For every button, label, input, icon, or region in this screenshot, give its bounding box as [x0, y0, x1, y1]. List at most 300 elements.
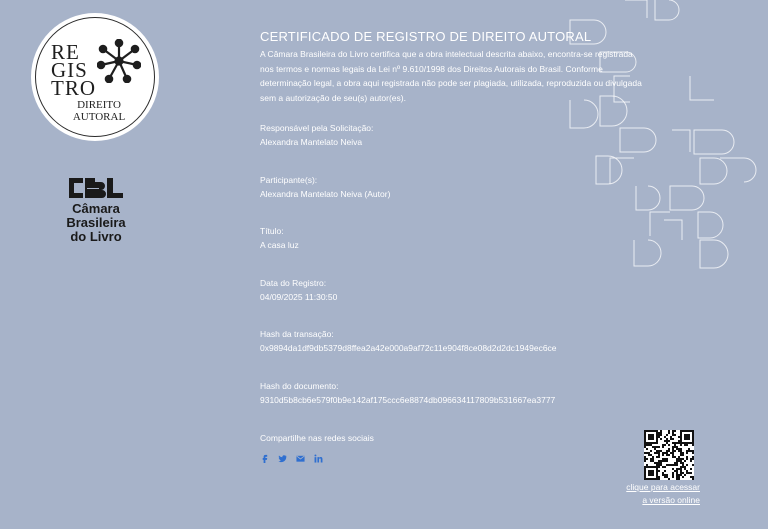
qr-module [668, 430, 670, 432]
qr-module [658, 434, 660, 436]
qr-module [670, 464, 672, 466]
qr-module [680, 436, 682, 438]
field-document-hash [260, 381, 680, 406]
field-requester-value: Alexandra Mantelato Neiva [260, 137, 363, 147]
qr-module [672, 456, 674, 458]
qr-module [644, 432, 646, 434]
qr-module [644, 458, 646, 460]
qr-module [672, 438, 674, 440]
qr-module [652, 474, 654, 476]
qr-module [654, 466, 656, 468]
qr-module [664, 452, 666, 454]
online-version-link[interactable] [600, 481, 700, 507]
qr-module [690, 458, 692, 460]
qr-module [650, 450, 652, 452]
qr-module [688, 438, 690, 440]
qr-module [662, 446, 664, 448]
qr-module [684, 434, 686, 436]
qr-module [664, 470, 666, 472]
qr-module [676, 474, 678, 476]
share-label: Compartilhe nas redes sociais [260, 433, 374, 443]
qr-module [686, 430, 688, 432]
qr-module [666, 476, 668, 478]
qr-module [692, 440, 694, 442]
qr-module [656, 446, 658, 448]
qr-module [648, 434, 650, 436]
qr-module [690, 430, 692, 432]
qr-module [646, 478, 648, 480]
field-transaction-hash [260, 329, 680, 354]
qr-module [658, 450, 660, 452]
qr-module [656, 442, 658, 444]
qr-module [682, 464, 684, 466]
qr-module [666, 434, 668, 436]
qr-module [662, 466, 664, 468]
qr-module [672, 468, 674, 470]
qr-module [648, 430, 650, 432]
qr-module [680, 462, 682, 464]
qr-module [644, 434, 646, 436]
qr-module [678, 442, 680, 444]
field-date-label: Data do Registro: [260, 278, 327, 288]
qr-module [658, 454, 660, 456]
field-participants-value: Alexandra Mantelato Neiva (Autor) [260, 189, 391, 199]
qr-module [678, 448, 680, 450]
qr-module [656, 438, 658, 440]
qr-module [658, 446, 660, 448]
qr-module [676, 446, 678, 448]
qr-module [656, 472, 658, 474]
online-version-link-line-2[interactable]: a versão online [642, 495, 700, 505]
field-participants-label: Participante(s): [260, 175, 318, 185]
cbl-logo [55, 176, 137, 246]
qr-module [656, 474, 658, 476]
qr-module [672, 430, 674, 432]
qr-module [650, 458, 652, 460]
qr-module [646, 452, 648, 454]
qr-module [690, 442, 692, 444]
qr-module [660, 434, 662, 436]
qr-module [644, 466, 646, 468]
qr-module [692, 476, 694, 478]
qr-module [672, 446, 674, 448]
qr-module [646, 466, 648, 468]
qr-module [686, 472, 688, 474]
qr-module [668, 432, 670, 434]
qr-module [660, 460, 662, 462]
field-requester [260, 123, 680, 148]
qr-module [656, 470, 658, 472]
qr-module [672, 448, 674, 450]
qr-module [690, 472, 692, 474]
qr-module [676, 472, 678, 474]
qr-module [692, 478, 694, 480]
facebook-icon[interactable] [260, 450, 269, 459]
qr-module [674, 444, 676, 446]
qr-module [680, 438, 682, 440]
qr-module [680, 454, 682, 456]
qr-module [666, 474, 668, 476]
qr-module [678, 468, 680, 470]
qr-code[interactable] [644, 430, 694, 480]
qr-module [684, 444, 686, 446]
qr-module [644, 438, 646, 440]
qr-module [662, 472, 664, 474]
qr-module [658, 466, 660, 468]
qr-module [680, 472, 682, 474]
qr-module [684, 436, 686, 438]
qr-module [656, 452, 658, 454]
qr-module [678, 460, 680, 462]
qr-module [690, 476, 692, 478]
qr-module [676, 442, 678, 444]
qr-module [686, 450, 688, 452]
qr-module [652, 446, 654, 448]
qr-module [686, 436, 688, 438]
online-version-link-line-1[interactable]: clique para acessar [626, 482, 700, 492]
qr-module [676, 460, 678, 462]
qr-module [686, 438, 688, 440]
qr-module [654, 446, 656, 448]
qr-module [662, 444, 664, 446]
qr-module [686, 470, 688, 472]
field-title-value: A casa luz [260, 240, 299, 250]
field-title-label: Título: [260, 226, 284, 236]
qr-module [664, 466, 666, 468]
qr-module [658, 478, 660, 480]
qr-module [652, 458, 654, 460]
qr-module [692, 430, 694, 432]
qr-module [654, 452, 656, 454]
qr-module [668, 440, 670, 442]
qr-module [680, 450, 682, 452]
linkedin-icon[interactable] [314, 450, 323, 459]
qr-module [654, 448, 656, 450]
qr-module [654, 442, 656, 444]
qr-module [650, 478, 652, 480]
qr-module [658, 462, 660, 464]
seal-sub-1: DIREITO [77, 99, 121, 111]
qr-module [648, 436, 650, 438]
qr-module [656, 466, 658, 468]
qr-module [644, 456, 646, 458]
qr-module [680, 434, 682, 436]
qr-module [650, 466, 652, 468]
qr-module [680, 442, 682, 444]
cbl-name-line-2: Brasileira [66, 215, 126, 230]
seal-wordmark [51, 40, 96, 100]
qr-module [672, 474, 674, 476]
qr-module [672, 452, 674, 454]
qr-module [676, 478, 678, 480]
qr-module [682, 466, 684, 468]
qr-module [652, 442, 654, 444]
qr-module [690, 468, 692, 470]
qr-module [658, 452, 660, 454]
qr-module [678, 436, 680, 438]
qr-module [686, 434, 688, 436]
qr-module [652, 430, 654, 432]
qr-module [682, 454, 684, 456]
qr-module [650, 454, 652, 456]
qr-module [692, 452, 694, 454]
qr-module [666, 452, 668, 454]
qr-module [644, 468, 646, 470]
qr-module [670, 438, 672, 440]
qr-module [676, 476, 678, 478]
qr-module [684, 466, 686, 468]
qr-module [644, 430, 646, 432]
qr-module [656, 464, 658, 466]
qr-module [656, 468, 658, 470]
cbl-name-line-3: do Livro [70, 229, 122, 244]
qr-module [692, 436, 694, 438]
qr-module [662, 454, 664, 456]
qr-module [688, 430, 690, 432]
qr-module [680, 468, 682, 470]
qr-module [688, 450, 690, 452]
qr-module [644, 444, 646, 446]
qr-module [648, 444, 650, 446]
qr-module [668, 478, 670, 480]
qr-module [692, 444, 694, 446]
qr-module [644, 460, 646, 462]
qr-module [682, 430, 684, 432]
qr-module [668, 448, 670, 450]
qr-module [650, 442, 652, 444]
qr-module [656, 434, 658, 436]
qr-module [674, 456, 676, 458]
qr-module [678, 476, 680, 478]
qr-module [666, 454, 668, 456]
qr-module [660, 432, 662, 434]
qr-module [652, 472, 654, 474]
qr-module [666, 442, 668, 444]
cbl-monogram-icon [67, 176, 125, 200]
qr-module [658, 470, 660, 472]
qr-module [652, 438, 654, 440]
qr-module [682, 452, 684, 454]
qr-module [644, 446, 646, 448]
seal-line-3: TRO [51, 76, 96, 100]
qr-module [656, 436, 658, 438]
qr-module [664, 444, 666, 446]
share-section [260, 433, 374, 459]
qr-module [650, 472, 652, 474]
qr-module [684, 460, 686, 462]
qr-module [668, 450, 670, 452]
qr-module [664, 476, 666, 478]
qr-module [656, 476, 658, 478]
field-transaction-hash-value: 0x9894da1df9db5379d8ffea2a42e000a9af72c11e904f8ce08d2d2dc1949ec6ce [260, 343, 557, 353]
qr-module [672, 432, 674, 434]
qr-module [644, 452, 646, 454]
qr-module [676, 468, 678, 470]
qr-module [664, 458, 666, 460]
qr-module [648, 470, 650, 472]
qr-module [692, 432, 694, 434]
qr-module [660, 438, 662, 440]
qr-module [680, 444, 682, 446]
qr-module [676, 464, 678, 466]
qr-module [692, 456, 694, 458]
qr-module [658, 456, 660, 458]
qr-module [674, 442, 676, 444]
qr-module [676, 448, 678, 450]
qr-module [664, 474, 666, 476]
qr-module [672, 454, 674, 456]
qr-module [682, 442, 684, 444]
qr-module [650, 444, 652, 446]
network-star-icon [97, 39, 141, 83]
qr-module [656, 432, 658, 434]
qr-module [686, 464, 688, 466]
qr-module [680, 460, 682, 462]
qr-module [668, 444, 670, 446]
qr-module [684, 430, 686, 432]
qr-module [684, 442, 686, 444]
certificate-description: A Câmara Brasileira do Livro certifica que a obra intelectual descrita abaixo, encontra-se registrada nos termos e normas legais da Lei nº 9.610/1998 dos Direitos Autorais do Brasil. Conforme determinação legal, a obra aqui registrada não pode ser plagiada, utilizada, reproduzida ou divulgada sem a autorização de seu(s) autor(es). [260, 49, 642, 103]
qr-module [672, 464, 674, 466]
qr-module [686, 456, 688, 458]
qr-module [650, 434, 652, 436]
qr-module [680, 470, 682, 472]
qr-module [692, 458, 694, 460]
qr-module [682, 472, 684, 474]
qr-module [688, 434, 690, 436]
qr-module [644, 470, 646, 472]
qr-module [648, 478, 650, 480]
qr-module [668, 464, 670, 466]
twitter-icon[interactable] [278, 450, 287, 459]
qr-module [650, 474, 652, 476]
cbl-name [55, 202, 137, 244]
qr-module [678, 478, 680, 480]
field-document-hash-label: Hash do documento: [260, 381, 339, 391]
qr-module [680, 440, 682, 442]
qr-module [652, 470, 654, 472]
qr-module [652, 456, 654, 458]
qr-module [670, 436, 672, 438]
seal-line-1: RE [51, 40, 80, 64]
qr-module [656, 450, 658, 452]
qr-module [676, 458, 678, 460]
certificate-title: CERTIFICADO DE REGISTRO DE DIREITO AUTORAL [260, 29, 592, 44]
field-date-value: 04/09/2025 11:30:50 [260, 292, 338, 302]
qr-module [652, 434, 654, 436]
qr-module [646, 464, 648, 466]
certificate-header [260, 29, 650, 105]
qr-module [686, 452, 688, 454]
qr-module [656, 462, 658, 464]
qr-module [654, 462, 656, 464]
qr-module [646, 458, 648, 460]
qr-module [646, 444, 648, 446]
qr-module [686, 444, 688, 446]
qr-module [684, 438, 686, 440]
qr-module [672, 472, 674, 474]
qr-module [648, 438, 650, 440]
qr-module [652, 466, 654, 468]
qr-module [650, 470, 652, 472]
qr-module [664, 436, 666, 438]
qr-module [650, 436, 652, 438]
qr-module [680, 432, 682, 434]
qr-module [664, 460, 666, 462]
qr-module [692, 464, 694, 466]
qr-module [666, 464, 668, 466]
qr-module [680, 474, 682, 476]
qr-module [678, 450, 680, 452]
qr-module [678, 456, 680, 458]
qr-module [648, 454, 650, 456]
qr-module [652, 436, 654, 438]
cbl-name-line-1: Câmara [72, 201, 120, 216]
qr-module [662, 452, 664, 454]
qr-module [644, 476, 646, 478]
seal-sub-2: AUTORAL [72, 111, 126, 123]
qr-module [644, 472, 646, 474]
qr-module [666, 460, 668, 462]
qr-module [672, 450, 674, 452]
qr-module [674, 434, 676, 436]
qr-module [666, 440, 668, 442]
field-transaction-hash-label: Hash da transação: [260, 329, 334, 339]
field-title [260, 226, 680, 251]
qr-module [672, 442, 674, 444]
qr-module [674, 464, 676, 466]
qr-module [692, 438, 694, 440]
qr-module [674, 450, 676, 452]
qr-module [648, 466, 650, 468]
qr-module [690, 450, 692, 452]
qr-module [660, 450, 662, 452]
qr-module [676, 470, 678, 472]
qr-module [658, 460, 660, 462]
qr-module [678, 458, 680, 460]
qr-module [688, 448, 690, 450]
qr-module [652, 460, 654, 462]
email-icon[interactable] [296, 450, 305, 459]
field-participants [260, 175, 680, 200]
qr-module [670, 452, 672, 454]
qr-module [674, 462, 676, 464]
qr-module [686, 458, 688, 460]
qr-module [666, 458, 668, 460]
qr-module [644, 440, 646, 442]
qr-module [674, 470, 676, 472]
qr-module [658, 432, 660, 434]
qr-module [662, 460, 664, 462]
qr-module [644, 474, 646, 476]
qr-module [650, 438, 652, 440]
qr-module [648, 452, 650, 454]
qr-module [692, 434, 694, 436]
qr-module [672, 434, 674, 436]
qr-module [646, 442, 648, 444]
qr-module [654, 478, 656, 480]
social-links [260, 450, 374, 459]
qr-module [660, 462, 662, 464]
qr-module [652, 478, 654, 480]
qr-module [662, 458, 664, 460]
qr-module [656, 430, 658, 432]
qr-module [666, 450, 668, 452]
qr-module [674, 430, 676, 432]
field-document-hash-value: 9310d5b8cb6e579f0b9e142af175ccc6e8874db096634117809b531667ea3777 [260, 395, 556, 405]
qr-module [680, 448, 682, 450]
seal-subtitle [69, 99, 129, 123]
